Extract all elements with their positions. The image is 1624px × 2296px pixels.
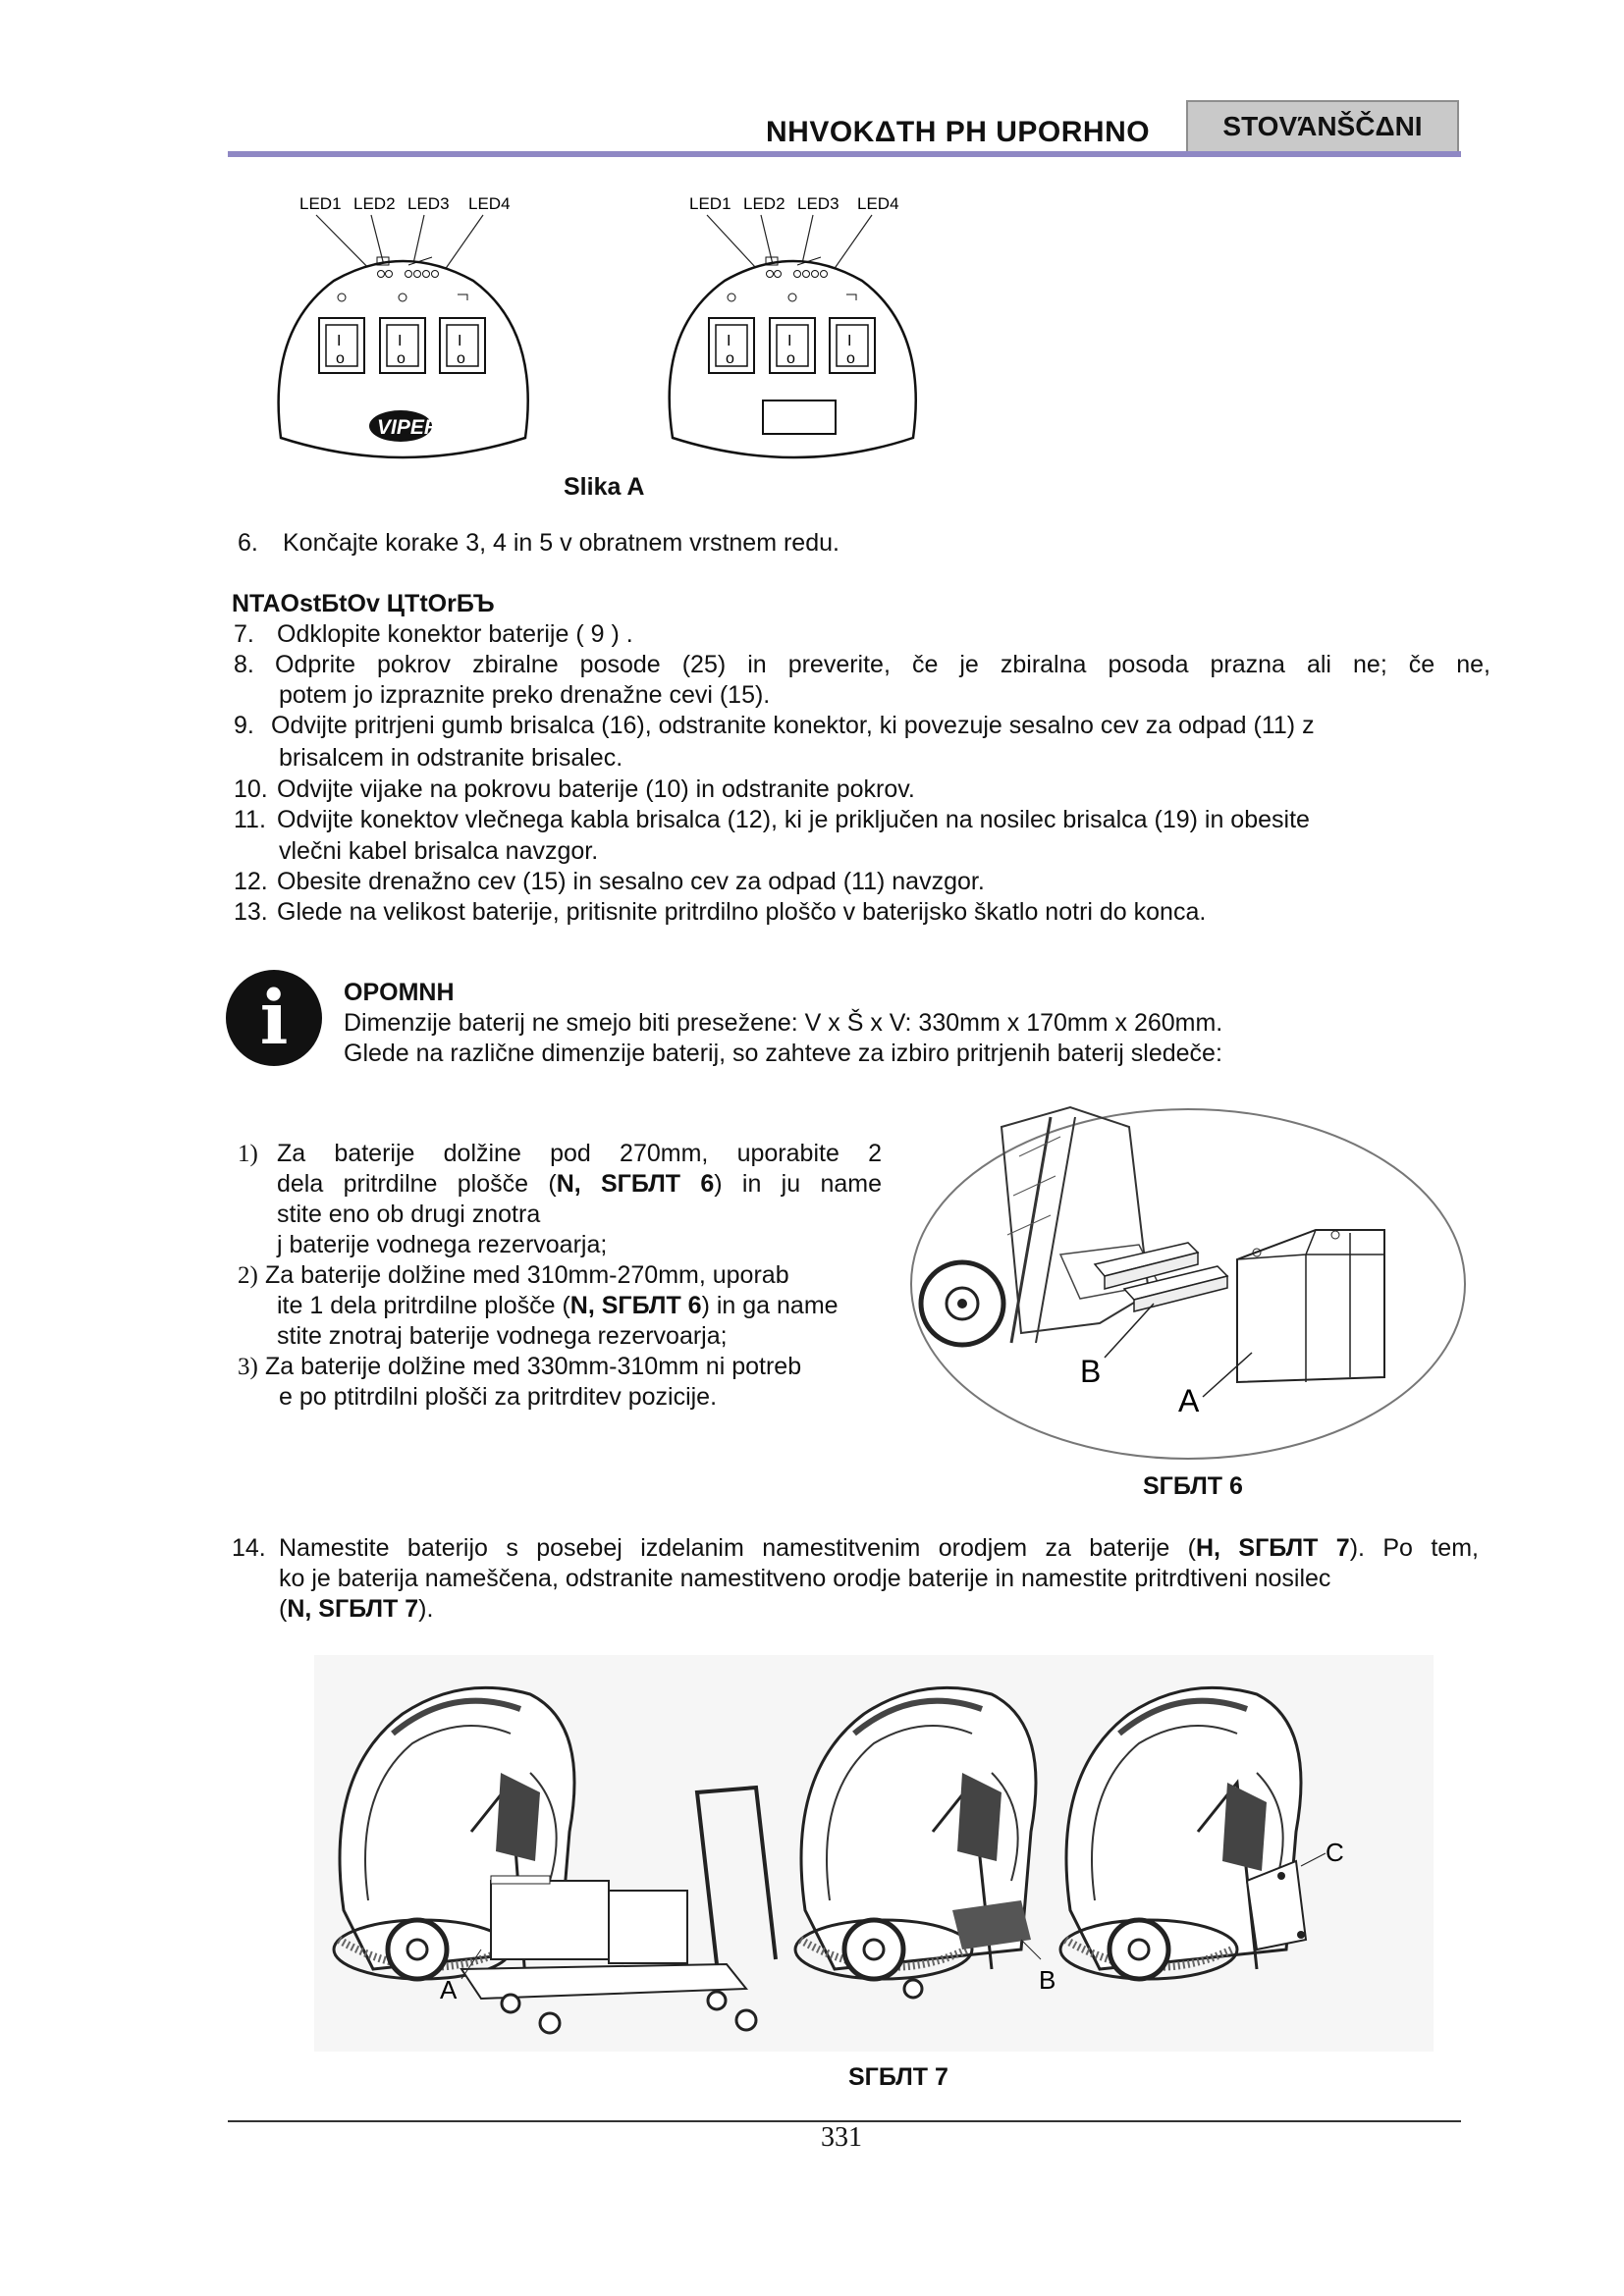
battery-pack — [1237, 1230, 1384, 1382]
battery — [609, 1891, 687, 1963]
led3-label: LED3 — [797, 194, 839, 213]
step-number: 7. — [234, 620, 254, 648]
display-window — [763, 400, 836, 434]
switch-brush[interactable] — [830, 318, 875, 373]
wheel — [388, 1920, 447, 1979]
note-title: OPOMNH — [344, 979, 455, 1006]
rule-1-line-4: j baterije vodnega rezervoarja; — [277, 1231, 608, 1258]
svg-text:I: I — [727, 333, 731, 349]
led2-label: LED2 — [353, 194, 396, 213]
rule-2-line-1: Za baterije dolžine med 310mm-270mm, uporab — [265, 1261, 789, 1289]
step-text: Odprite pokrov zbiralne posode (25) in preverite, če je zbiralna posoda prazna ali ne; če ne, — [275, 651, 1490, 678]
svg-text:I: I — [787, 333, 792, 349]
figure-7-installation-illustration — [314, 1655, 1434, 2052]
svg-text:o: o — [786, 350, 795, 367]
step-text: Glede na velikost baterije, pritisnite pritrdilno ploščo v baterijsko škatlo notri do konca. — [277, 898, 1207, 926]
switch-vacuum[interactable] — [770, 318, 815, 373]
step-text: Obesite drenažno cev (15) in sesalno cev za odpad (11) navzgor. — [277, 868, 985, 895]
control-panel-left — [279, 194, 528, 457]
rule-1-line-3: stite eno ob drugi znotra — [277, 1201, 541, 1228]
step-number: 9. — [234, 712, 254, 739]
figure-6-battery-illustration — [903, 1097, 1473, 1466]
section-tab: STOVΆNŠČΔNI — [1186, 100, 1459, 153]
step-text-cont: potem jo izpraznite preko drenažne cevi (15). — [279, 681, 771, 709]
svg-text:I: I — [458, 333, 462, 349]
control-panel-figure — [265, 183, 972, 477]
step-text: Odvijte pritrjeni gumb brisalca (16), odstranite konektor, ki povezuje sesalno cev za odpad (11) z — [271, 712, 1315, 739]
callout-b: B — [1039, 1965, 1056, 1995]
step-text: Odvijte konektov vlečnega kabla brisalca (12), ki je priključen na nosilec brisalca (19) in obesite — [277, 806, 1310, 833]
note-line-2: Glede na različne dimenzije baterij, so zahteve za izbiro pritrjenih baterij sledeče: — [344, 1040, 1222, 1067]
switch-power[interactable] — [319, 318, 364, 373]
rule-2-line-2: ite 1 dela pritrdilne plošče (N, SГБЛT 6) in ga name — [277, 1292, 839, 1319]
svg-text:I: I — [337, 333, 342, 349]
svg-text:I: I — [847, 333, 852, 349]
header-divider — [228, 151, 1461, 157]
step-number: 12. — [234, 868, 268, 895]
step-number: 10. — [234, 775, 268, 803]
svg-text:o: o — [457, 350, 465, 367]
wheel — [1110, 1920, 1168, 1979]
step-text: Odklopite konektor baterije ( 9 ) . — [277, 620, 633, 648]
info-icon-glyph: i — [259, 974, 289, 1061]
led4-label: LED4 — [468, 194, 511, 213]
svg-text:o: o — [336, 350, 345, 367]
rule-number: 1) — [238, 1141, 258, 1167]
step-text-cont: brisalcem in odstranite brisalec. — [279, 744, 623, 772]
control-panel-right — [670, 194, 916, 457]
step-6-number: 6. — [238, 529, 258, 557]
callout-b: B — [1080, 1354, 1102, 1389]
led4-label: LED4 — [857, 194, 899, 213]
rule-number: 2) — [238, 1262, 258, 1289]
battery — [491, 1881, 609, 1959]
step-14-line-3: (N, SГБЛT 7). — [279, 1595, 434, 1623]
svg-text:I: I — [398, 333, 403, 349]
rule-3-line-1: Za baterije dolžine med 330mm-310mm ni potreb — [265, 1353, 802, 1380]
page-number: 331 — [821, 2122, 862, 2153]
switch-vacuum[interactable] — [380, 318, 425, 373]
rule-3-line-2: e po ptitrdilni plošči za pritrditev pozicije. — [279, 1383, 718, 1411]
svg-text:o: o — [726, 350, 734, 367]
rule-number: 3) — [238, 1354, 258, 1380]
step-number: 13. — [234, 898, 268, 926]
led2-label: LED2 — [743, 194, 785, 213]
callout-c: C — [1326, 1838, 1344, 1867]
svg-text:VIPER: VIPER — [377, 416, 440, 439]
info-icon — [226, 970, 322, 1066]
step-number: 14. — [232, 1534, 266, 1562]
switch-power[interactable] — [709, 318, 754, 373]
led3-label: LED3 — [407, 194, 450, 213]
led1-label: LED1 — [689, 194, 731, 213]
step-number: 11. — [234, 806, 266, 833]
figure-7-caption: SГБЛT 7 — [848, 2063, 948, 2091]
step-text-cont: vlečni kabel brisalca navzgor. — [279, 837, 599, 865]
section-heading: NTAOstБtOv ЦTtOrБЪ — [232, 590, 495, 617]
switch-brush[interactable] — [440, 318, 485, 373]
wheel — [844, 1920, 903, 1979]
note-line-1: Dimenzije baterij ne smejo biti presežene: V x Š x V: 330mm x 170mm x 260mm. — [344, 1009, 1223, 1037]
step-number: 8. — [234, 651, 254, 678]
svg-text:o: o — [846, 350, 855, 367]
step-text: Odvijte vijake na pokrovu baterije (10) in odstranite pokrov. — [277, 775, 915, 803]
figure-6-caption: SГБЛT 6 — [1143, 1472, 1243, 1500]
led1-label: LED1 — [299, 194, 342, 213]
step-14-line-1: Namestite baterijo s posebej izdelanim namestitvenim orodjem za baterije (H, SГБЛT 7). Po tem, — [279, 1534, 1479, 1562]
step-6-text: Končajte korake 3, 4 in 5 v obratnem vrstnem redu. — [283, 529, 839, 557]
svg-text:o: o — [397, 350, 406, 367]
rule-1-line-1: Za baterije dolžine pod 270mm, uporabite 2 — [277, 1140, 882, 1167]
rule-2-line-3: stite znotraj baterije vodnega rezervoarja; — [277, 1322, 728, 1350]
step-14-line-2: ko je baterija nameščena, odstranite namestitveno orodje baterije in namestite pritrdtiveni nosilec — [279, 1565, 1331, 1592]
figure-a-caption: Slika A — [564, 473, 645, 501]
rule-1-line-2: dela pritrdilne plošče (N, SГБЛT 6) in ju name — [277, 1170, 882, 1198]
page-header-title: NHVOKΔTH PH UPORHNO — [766, 116, 1151, 148]
callout-a: A — [440, 1975, 458, 2004]
callout-a: A — [1178, 1383, 1200, 1418]
